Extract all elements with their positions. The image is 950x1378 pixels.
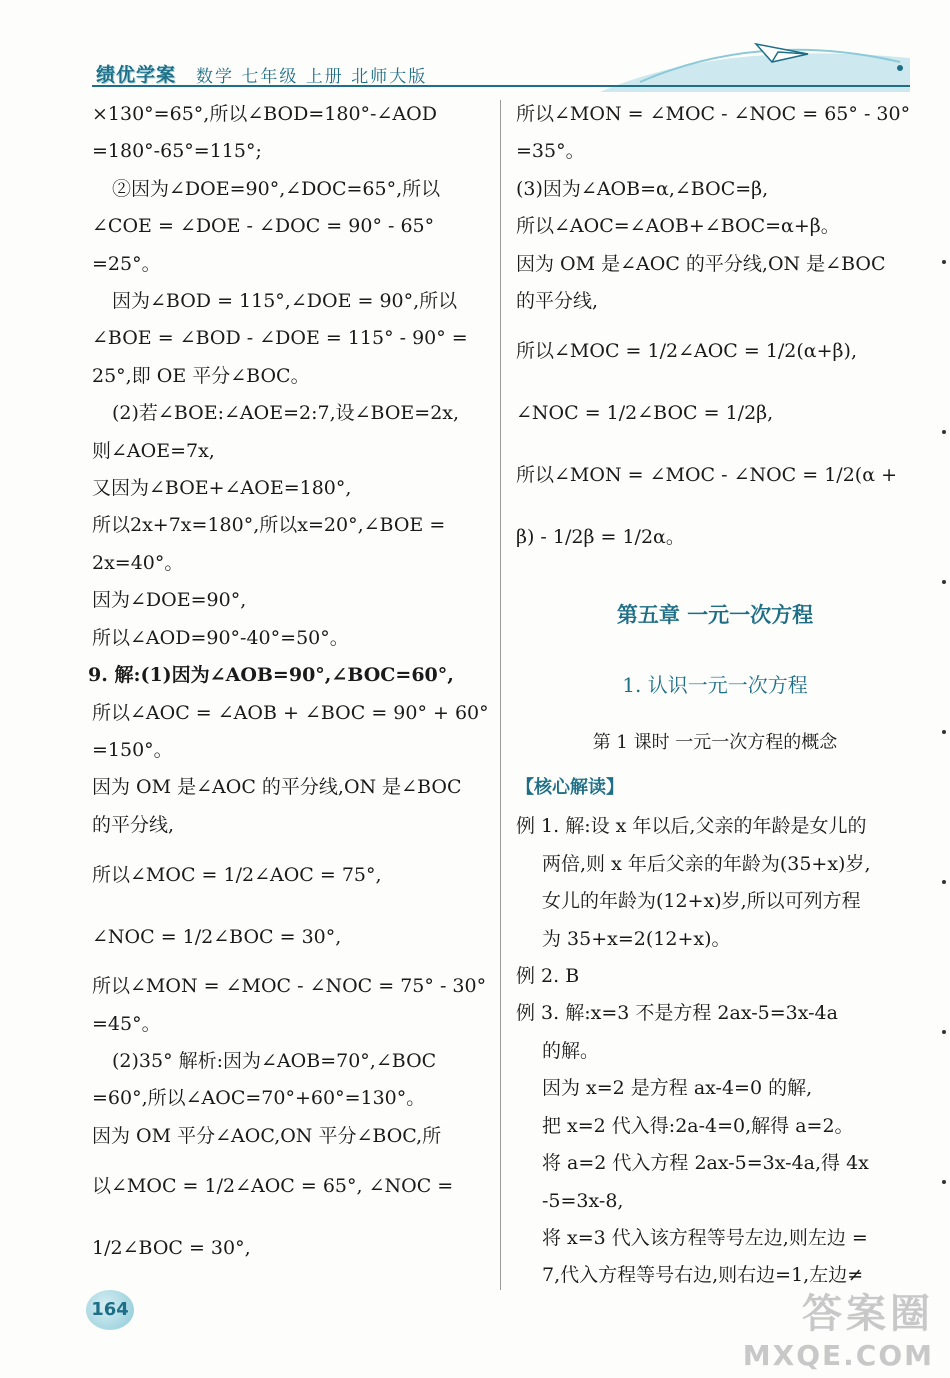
text-line: 因为 x=2 是方程 ax-4=0 的解, — [542, 1077, 813, 1100]
text-line: 将 x=3 代入该方程等号左边,则左边 = — [542, 1226, 868, 1249]
fraction-line: 所以∠MON = ∠MOC - ∠NOC = 1/2(α + — [516, 464, 898, 487]
text-line: =60°,所以∠AOC=70°+60°=130°。 — [92, 1087, 426, 1110]
left-column — [88, 96, 489, 1279]
text-line: 的平分线, — [516, 290, 599, 313]
fraction-line: ∠NOC = 1/2∠BOC = 30°, — [92, 926, 342, 949]
text-line: 因为 OM 是∠AOC 的平分线,ON 是∠BOC — [92, 776, 462, 799]
example-2-line: 例 2. B — [516, 965, 580, 988]
text-line: 所以∠MON = ∠MOC - ∠NOC = 75° - 30° — [92, 975, 487, 998]
fraction-line: 所以∠MOC = 1/2∠AOC = 75°, — [92, 864, 382, 887]
chapter-title: 第五章 一元一次方程 — [616, 603, 814, 628]
text-line: =45°。 — [92, 1012, 161, 1035]
page-number: 164 — [86, 1290, 134, 1330]
text-line: (2)若∠BOE:∠AOE=2:7,设∠BOE=2x, — [112, 402, 460, 425]
text-line: 所以∠AOC = ∠AOB + ∠BOC = 90° + 60° — [92, 701, 489, 724]
text-line: =180°-65°=115°; — [92, 140, 262, 163]
text-line: 25°,即 OE 平分∠BOC。 — [92, 364, 310, 387]
text-line: ×130°=65°,所以∠BOD=180°-∠AOD — [92, 103, 437, 125]
text-line: 7,代入方程等号右边,则右边=1,左边≠ — [542, 1264, 864, 1287]
text-line: 又因为∠BOE+∠AOE=180°, — [92, 477, 352, 500]
text-line: -5=3x-8, — [542, 1189, 624, 1212]
text-line: (2)35° 解析:因为∠AOB=70°,∠BOC — [112, 1049, 437, 1072]
margin-binding-dots — [940, 260, 948, 1260]
text-line: ∠BOE = ∠BOD - ∠DOE = 115° - 90° = — [92, 327, 468, 350]
fraction-line: β) - 1/2β = 1/2α。 — [516, 526, 685, 549]
brand-logo: 绩优学案 — [96, 64, 177, 86]
example-1-line: 例 1. 解:设 x 年以后,父亲的年龄是女儿的 — [516, 815, 867, 838]
text-line: (3)因为∠AOB=α,∠BOC=β, — [516, 177, 769, 200]
text-line: 为 35+x=2(12+x)。 — [542, 927, 731, 950]
core-reading-tag: 【核心解读】 — [516, 777, 624, 799]
question-9-line: 9. 解:(1)因为∠AOB=90°,∠BOC=60°, — [88, 664, 454, 687]
fraction-line: ∠NOC = 1/2∠BOC = 1/2β, — [516, 402, 774, 425]
book-subtitle: 数学 七年级 上册 北师大版 — [196, 67, 428, 87]
page-header — [0, 0, 950, 92]
text-line: =35°。 — [516, 140, 585, 163]
text-line: 因为∠BOD = 115°,∠DOE = 90°,所以 — [112, 290, 458, 313]
text-line: 把 x=2 代入得:2a-4=0,解得 a=2。 — [542, 1114, 854, 1137]
text-line: 所以∠MON = ∠MOC - ∠NOC = 65° - 30° — [516, 103, 911, 125]
column-divider — [500, 100, 501, 1290]
text-line: 的平分线, — [92, 813, 175, 836]
text-line: 因为 OM 平分∠AOC,ON 平分∠BOC,所 — [92, 1124, 442, 1147]
text-line: 的解。 — [542, 1039, 600, 1062]
text-line: 女儿的年龄为(12+x)岁,所以可列方程 — [542, 890, 861, 913]
text-line: ②因为∠DOE=90°,∠DOC=65°,所以 — [112, 177, 441, 200]
text-line: 将 a=2 代入方程 2ax-5=3x-4a,得 4x — [542, 1152, 869, 1175]
text-line: 所以2x+7x=180°,所以x=20°,∠BOE = — [92, 514, 446, 537]
lesson-title: 第 1 课时 一元一次方程的概念 — [592, 732, 838, 754]
text-line: 因为∠DOE=90°, — [92, 589, 247, 612]
text-line: 则∠AOE=7x, — [92, 439, 215, 462]
section-title: 1. 认识一元一次方程 — [622, 673, 808, 698]
watermark-url: MXQE.COM — [742, 1339, 934, 1372]
watermark-logo-text: 答案圈 — [802, 1291, 934, 1337]
text-line: 2x=40°。 — [92, 551, 184, 574]
fraction-line: 以∠MOC = 1/2∠AOC = 65°, ∠NOC = — [92, 1175, 454, 1198]
text-line: 所以∠AOD=90°-40°=50°。 — [92, 626, 349, 649]
text-line: 两倍,则 x 年后父亲的年龄为(35+x)岁, — [542, 852, 871, 875]
text-line: ∠COE = ∠DOE - ∠DOC = 90° - 65° — [92, 215, 435, 238]
example-3-line: 例 3. 解:x=3 不是方程 2ax-5=3x-4a — [516, 1002, 838, 1025]
watermark — [743, 1282, 934, 1372]
fraction-line: 1/2∠BOC = 30°, — [92, 1237, 251, 1260]
text-line: 因为 OM 是∠AOC 的平分线,ON 是∠BOC — [516, 252, 886, 275]
text-line: 所以∠AOC=∠AOB+∠BOC=α+β。 — [516, 215, 840, 238]
right-column — [516, 96, 914, 1295]
text-line: =25°。 — [92, 252, 161, 275]
fraction-line: 所以∠MOC = 1/2∠AOC = 1/2(α+β), — [516, 340, 857, 363]
text-line: =150°。 — [92, 738, 173, 761]
